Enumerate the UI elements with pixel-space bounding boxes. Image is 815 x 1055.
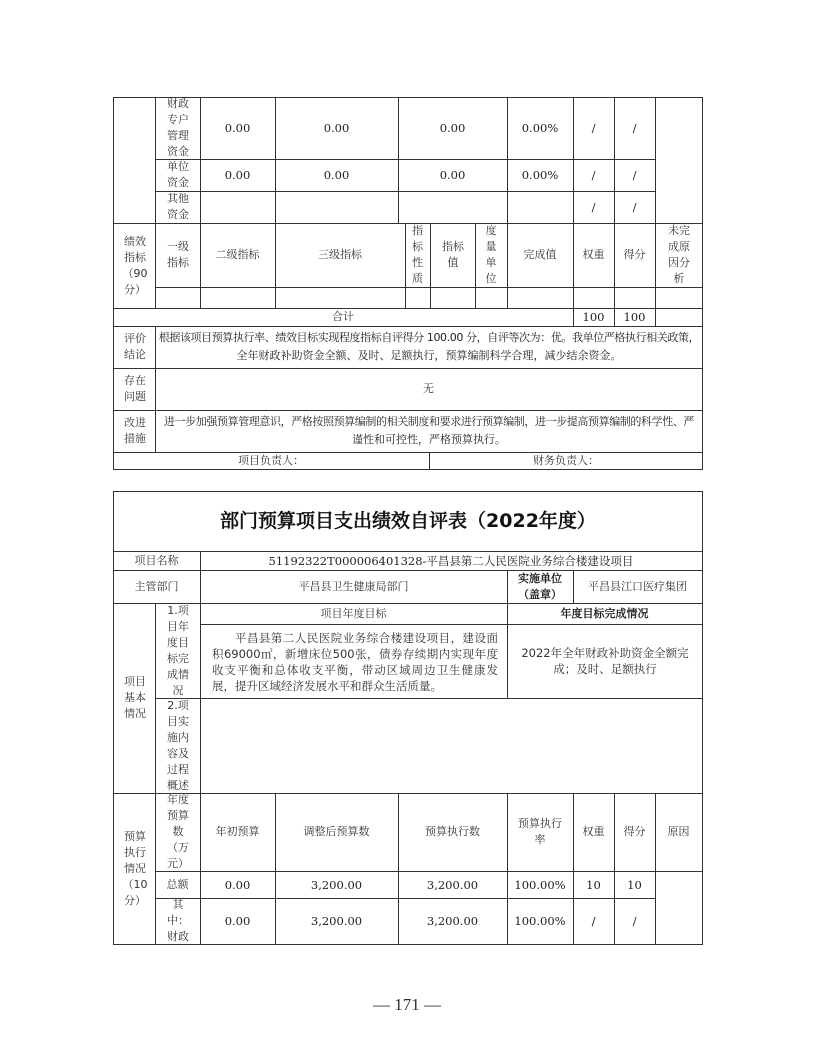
budget-section-label: 预算执行情况（10分）: [122, 829, 148, 907]
perf-section-label: 绩效指标（90分）: [122, 234, 148, 296]
fund-label: 财政专户管理资金: [167, 97, 189, 158]
perf-header-level3: 三级指标: [318, 248, 362, 261]
completion-header: 年度目标完成情况: [560, 606, 649, 620]
total-score: 100: [623, 310, 646, 324]
fund-label: 单位资金: [167, 160, 189, 189]
impl-section-label: 2.项目实施内容及过程概述: [167, 698, 189, 792]
fund-label: 其他资金: [167, 192, 189, 221]
project-name-label: 项目名称: [134, 553, 179, 567]
perf-header-reason: 未完成原因分析: [668, 224, 690, 285]
dept-value: 平昌县卫生健康局部门: [298, 579, 409, 593]
finance-lead-signature: 财务负责人：: [533, 453, 599, 467]
fund-rate: 0.00%: [521, 121, 559, 135]
perf-header-score: 得分: [623, 248, 646, 261]
dept-label: 主管部门: [134, 579, 179, 593]
perf-header-level1: 一级指标: [167, 240, 189, 269]
impl-section-text: [200, 698, 702, 793]
budget-header-rate: 预算执行率: [518, 817, 562, 846]
budget-row-adjusted: 3,200.00: [310, 877, 363, 892]
fund-initial: 0.00: [224, 168, 251, 182]
fund-weight: /: [591, 168, 596, 182]
conclusion-line-2: 全年财政补助资金全额、及时、足额执行，预算编制科学合理，减少结余资金。: [236, 349, 622, 362]
budget-row-initial: 0.00: [224, 877, 251, 892]
budget-row-label: 其中：财政: [167, 898, 189, 943]
budget-header-annual: 年度预算数（万元）: [167, 793, 189, 870]
goal-section-label: 1.项目年度目标完成情况: [167, 603, 189, 697]
fund-score: /: [632, 168, 637, 182]
fund-executed: [398, 191, 507, 223]
fund-executed: 0.00: [439, 121, 466, 135]
conclusion-text: [158, 329, 700, 365]
total-weight: 100: [582, 310, 605, 324]
improve-text: [158, 413, 700, 449]
fund-adjusted: [275, 191, 398, 223]
conclusion-line-1: 根据该项目预算执行率、绩效目标实现程度指标自评得分 100.00 分，自评等次为：优。我单位严格执行相关政策，: [158, 331, 700, 344]
budget-row-executed: 3,200.00: [426, 914, 479, 928]
issues-label: 存在问题: [124, 374, 146, 403]
improve-line-2: 谨性和可控性，严格预算执行。: [352, 433, 506, 446]
improve-line-1: 进一步加强预算管理意识，严格按照预算编制的相关制度和要求进行预算编制，进一步提高预算编制的科学性、严: [164, 415, 694, 428]
budget-row-rate: 100.00%: [514, 914, 566, 928]
fund-executed: 0.00: [439, 168, 466, 182]
budget-row-initial: 0.00: [224, 914, 251, 928]
budget-header-score: 得分: [623, 825, 646, 838]
budget-row-score: 10: [627, 877, 642, 892]
project-lead-signature: 项目负责人：: [238, 453, 304, 467]
budget-row-label: 总额: [166, 877, 189, 891]
total-label: 合计: [332, 310, 354, 323]
budget-row-weight: 10: [586, 877, 601, 892]
fund-initial: [200, 191, 275, 223]
fund-rate: [507, 191, 573, 223]
perf-header-value: 指标值: [442, 240, 464, 269]
project-name-value: 51192322T000006401328-平昌县第二人民医院业务综合楼建设项目: [268, 553, 634, 568]
fund-adjusted: 0.00: [323, 121, 350, 135]
budget-header-adjusted: 调整后预算数: [303, 825, 370, 838]
budget-row-score: /: [632, 914, 637, 928]
issues-value: 无: [423, 382, 434, 395]
perf-header-weight: 权重: [582, 248, 605, 261]
fund-score: /: [632, 121, 637, 135]
impl-unit-value: 平昌县江口医疗集团: [588, 579, 687, 593]
completion-text: 2022年全年财政补助资金全额完成；及时、足额执行: [521, 646, 689, 676]
fund-weight: /: [591, 121, 596, 135]
goal-header: 项目年度目标: [320, 606, 387, 620]
budget-row-weight: /: [591, 914, 596, 928]
improve-label: 改进措施: [124, 416, 146, 445]
fund-score: /: [632, 200, 637, 214]
budget-header-executed: 预算执行数: [425, 825, 480, 838]
fund-weight: /: [591, 200, 596, 214]
perf-header-actual: 完成值: [523, 248, 557, 261]
fund-adjusted: 0.00: [323, 168, 350, 182]
conclusion-label: 评价结论: [124, 332, 146, 361]
perf-header-unit: 度量单位: [485, 224, 497, 285]
page-number: — 171 —: [373, 995, 441, 1014]
budget-row-adjusted: 3,200.00: [310, 914, 363, 928]
fund-rate: 0.00%: [521, 168, 559, 182]
impl-unit-label: 实施单位（盖章）: [518, 571, 562, 601]
budget-row-executed: 3,200.00: [426, 877, 479, 892]
perf-header-nature: 指标性质: [412, 224, 423, 285]
goal-text: 平昌县第二人民医院业务综合楼建设项目，建设面积69000㎡，新增床位500张，债券存续期内实现年度收支平衡和总体收支平衡，带动区域周边卫生健康发展，提升区域经济发展水平和群众生活质量。: [212, 631, 498, 693]
form-title: 部门预算项目支出绩效自评表（2022年度）: [220, 510, 596, 532]
budget-header-reason: 原因: [667, 825, 690, 838]
budget-header-weight: 权重: [582, 825, 605, 838]
perf-header-level2: 二级指标: [215, 248, 260, 261]
fund-initial: 0.00: [224, 121, 251, 135]
budget-row-rate: 100.00%: [514, 877, 566, 892]
basic-info-label: 项目基本情况: [124, 675, 146, 720]
budget-header-initial: 年初预算: [215, 825, 260, 838]
